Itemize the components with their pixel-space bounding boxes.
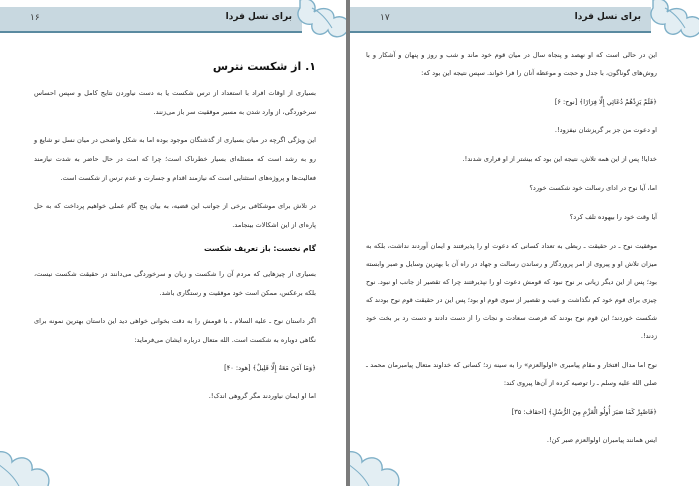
corner-ornament-icon <box>0 430 60 486</box>
header-rule <box>0 31 302 33</box>
book-title: برای نسل فردا <box>225 12 292 22</box>
paragraph: بسیاری از اوقات افراد با استعداد از ترس شکست یا به دست نیاوردن نتایج کامل و سپس احساس سرخوردگی، از وارد شدن به مسیر موفقیت سر باز می‌زنند. <box>34 89 316 116</box>
page-left <box>0 0 346 486</box>
paragraph: این ویژگی اگرچه در میان بسیاری از گذشتگان موجود بوده اما به شکل واضحی در میان نسل نو شایع و رو به رشد است که مسئله‌ای بسیار خطرناک است؛ چرا که امت در حال حاضر به شدت نیازمند فعالیت‌ها و پروژه‌های استثنایی است که نیازمند اقدام و جسارت و عدم ترس از شکست است. <box>34 136 316 182</box>
paragraph: آیا وقت خود را بیهوده تلف کرد؟ <box>569 213 657 221</box>
quran-quote: ﴿فَاصْبِرْ كَمَا صَبَرَ أُولُو الْعَزْمِ مِنَ الرُّسُلِ﴾ [احقاف: ۳۵] <box>511 408 657 416</box>
page-body <box>34 60 316 415</box>
paragraph: اگر داستان نوح ـ علیه السلام ـ با قومش را به دقت بخوانی خواهی دید این داستان بهترین نمونه برای نگاهی دوباره به شکست است. الله متعال درباره ایشان می‌فرماید: <box>34 317 316 344</box>
page-header <box>0 7 302 31</box>
paragraph: بسیاری از چیزهایی که مردم آن را شکست و زیان و سرخوردگی می‌دانند در حقیقت شکست نیست، بلکه برعکس، ممکن است خود موفقیت و رستگاری باشد. <box>34 270 316 297</box>
paragraph: خدایا! پس از این همه تلاش، نتیجه این بود که بیشتر از او فراری شدند!. <box>462 155 657 163</box>
paragraph: ایس همانند پیامبران اولوالعزم صبر کن!. <box>546 436 657 444</box>
page-number: ۱۷ <box>380 13 390 23</box>
page-right <box>350 0 699 486</box>
page-number: ۱۶ <box>30 13 40 23</box>
section-title: ۱. از شکست نترس <box>212 60 316 73</box>
paragraph: اما، آیا نوح در ادای رسالت خود شکست خورد؟ <box>529 184 657 192</box>
quran-quote: ﴿وَمَا آمَنَ مَعَهُ إِلَّا قَلِيلٌ﴾ [هود: ۴۰] <box>224 364 316 372</box>
paragraph: او دعوت من جز بر گریزشان نیفزود!. <box>554 126 657 134</box>
header-rule <box>350 31 651 33</box>
paragraph: در تلاش برای موشکافی برخی از جوانب این قضیه، به بیان پنج گام عملی خواهیم پرداخت که به حل پاره‌ای از این اشکالات بینجامد. <box>34 202 316 229</box>
book-title: برای نسل فردا <box>574 12 641 22</box>
paragraph: موفقیت نوح ـ در حقیقت ـ ربطی به تعداد کسانی که دعوت او را پذیرفتند و ایمان آوردند نداشت، بلکه به میزان تلاش او و پیروی از امر پروردگار و رساندن رسالت و جهاد در راه آن با بهترین وسایل و صبر وابسته بود؛ پس از این دیگر زیانی بر نوح نبود که قومش دعوت او را نپذیرفتند چرا که تقصیر از جانب او نبود. نوح چیزی برای قوم خود کم نگذاشت و عیب و تقصیر از سوی قوم او بود؛ پس این در حقیقت قوم نوح بودند که شکست خوردند؛ این قوم نوح بودند که فرصت سعادت و نجات را از دست دادند و دست رد بر بخت خود زدند!. <box>366 242 657 340</box>
corner-ornament-icon <box>292 0 346 46</box>
page-header <box>350 7 651 31</box>
paragraph: نوح اما مدال افتخار و مقام پیامبری «اولوالعزم» را به سینه زد؛ کسانی که خداوند متعال پیامبرمان محمد ـ صلی الله علیه وسلم ـ را توصیه کرده از آن‌ها پیروی کند: <box>366 361 657 387</box>
paragraph: این در حالی است که او نهصد و پنجاه سال در میان قوم خود ماند و شب و روز و پنهان و آشکار و با روش‌های گوناگون، با جدل و حجت و موعظه آنان را فرا خواند. سپس نتیجه این بود که: <box>366 51 657 77</box>
quran-quote: ﴿فَلَمْ يَزِدْهُمْ دُعَائِي إِلَّا فِرَارًا﴾ [نوح: ۶] <box>554 98 657 106</box>
subheading: گام نخست: باز تعریف شکست <box>203 244 316 253</box>
paragraph: اما او ایمان نیاوردند مگر گروهی اندک!. <box>208 392 316 400</box>
page-body <box>366 46 657 460</box>
corner-ornament-icon <box>645 0 699 46</box>
